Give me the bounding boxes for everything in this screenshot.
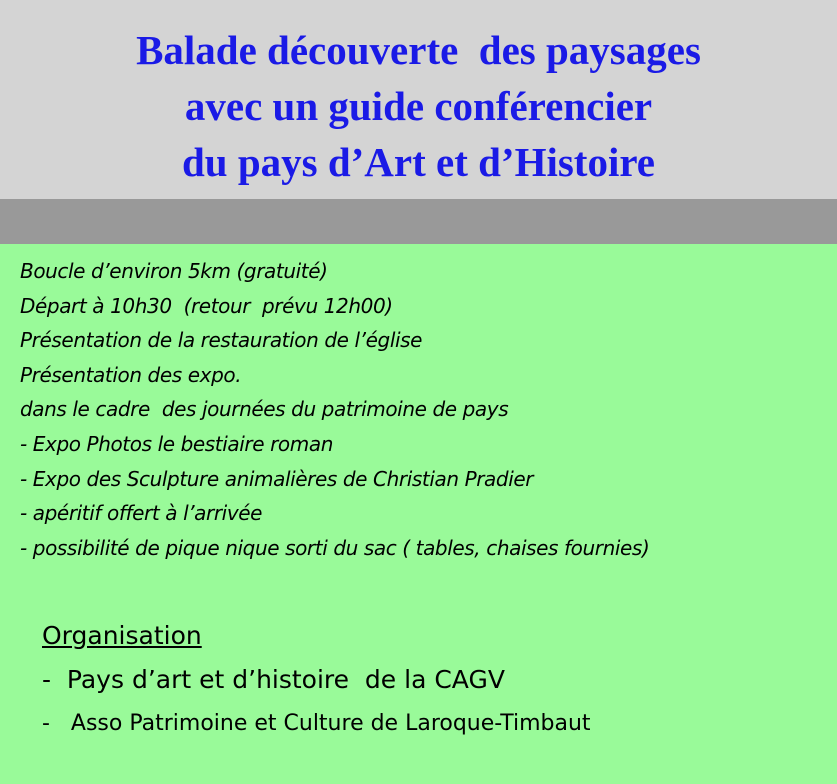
detail-line: Départ à 10h30 (retour prévu 12h00) <box>20 293 393 318</box>
title-banner <box>0 0 837 199</box>
detail-line: - apéritif offert à l’arrivée <box>20 501 263 526</box>
organisation-section <box>42 614 822 746</box>
divider-band <box>0 199 837 244</box>
title-line-3: du pays d’Art et d’Histoire <box>181 139 656 185</box>
detail-line: - Expo des Sculpture animalières de Christian Pradier <box>20 466 534 491</box>
detail-line: - Expo Photos le bestiaire roman <box>20 431 333 456</box>
organisation-title: Organisation <box>42 621 202 650</box>
title-line-1: Balade découverte des paysages <box>136 27 701 73</box>
detail-line: Présentation des expo. <box>20 362 242 387</box>
title-line-2: avec un guide conférencier <box>184 83 653 129</box>
organisation-item: - Pays d’art et d’histoire de la CAGV <box>42 665 505 694</box>
organisation-item: - Asso Patrimoine et Culture de Laroque-Timbaut <box>42 711 591 736</box>
detail-line: - possibilité de pique nique sorti du sac ( tables, chaises fournies) <box>20 535 650 560</box>
event-details <box>20 254 830 565</box>
detail-line: dans le cadre des journées du patrimoine de pays <box>20 397 509 422</box>
detail-line: Présentation de la restauration de l’église <box>20 328 423 353</box>
detail-line: Boucle d’environ 5km (gratuité) <box>20 259 328 283</box>
title-block <box>0 0 837 190</box>
